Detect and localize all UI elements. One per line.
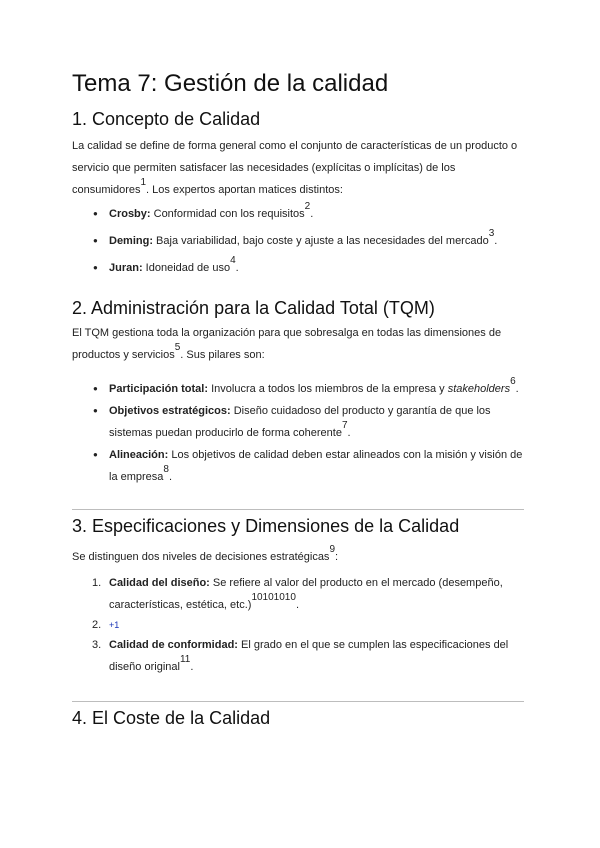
section-1-paragraph [72, 135, 524, 201]
footnote-ref[interactable]: 8 [163, 464, 169, 475]
list-item-term: Juran: [109, 262, 143, 274]
section-2-list [72, 378, 524, 488]
paragraph-text: El TQM gestiona toda la organización para que sobresalga en todas las dimensiones de productos y servicios [72, 327, 502, 361]
footnote-ref[interactable]: 4 [230, 255, 236, 266]
page-title: Tema 7: Gestión de la calidad [72, 70, 389, 97]
list-item-term: Participación total: [109, 383, 209, 395]
paragraph-tail: : [335, 551, 339, 563]
footnote-ref[interactable]: 6 [510, 376, 516, 387]
list-item [72, 572, 524, 616]
footnote-ref[interactable]: 1 [140, 177, 147, 188]
paragraph-tail: . Los expertos aportan matices distintos: [146, 184, 343, 196]
list-item-term: Objetivos estratégicos: [109, 405, 231, 417]
list-item-number: 3. [92, 639, 102, 651]
list-item-number: 2. [92, 619, 102, 631]
footnote-link[interactable]: +1 [109, 620, 120, 630]
list-item-tail: . [295, 599, 299, 611]
list-item-text: Involucra a todos los miembros de la empresa y [208, 383, 448, 395]
list-item-tail: . [515, 383, 519, 395]
list-item-tail: . [168, 471, 173, 483]
list-item-term: Calidad del diseño: [109, 577, 210, 589]
section-divider [72, 701, 524, 702]
section-1-list [72, 203, 524, 279]
list-item-emphasis: stakeholders [447, 383, 511, 395]
list-item-text: Baja variabilidad, bajo coste y ajuste a las necesidades del mercado [153, 235, 489, 247]
paragraph-text: La calidad se define de forma general como el conjunto de características de un producto o servicio que permiten satisfacer las necesidades (explícitas o implícitas) de los consumidores [72, 140, 518, 196]
list-item-text: El grado en el que se cumplen las especificaciones del diseño original [109, 639, 509, 673]
footnote-ref[interactable]: 7 [341, 420, 348, 431]
list-item-tail: . [235, 262, 239, 274]
list-item [72, 616, 524, 634]
list-item-tail: . [310, 208, 314, 220]
list-item-term: Alineación: [109, 449, 169, 461]
list-item-tail: . [190, 661, 194, 673]
list-item-text: Conformidad con los requisitos [150, 208, 305, 220]
footnote-ref[interactable]: 5 [174, 342, 181, 353]
section-3-list [72, 572, 524, 678]
list-item-text: Idoneidad de uso [142, 262, 231, 274]
list-item [72, 257, 524, 279]
section-2-paragraph [72, 322, 524, 366]
section-heading-2: 2. Administración para la Calidad Total (TQM) [72, 298, 435, 318]
list-item [72, 400, 524, 444]
list-item [72, 444, 524, 488]
paragraph-tail: . Sus pilares son: [180, 349, 265, 361]
footnote-ref[interactable]: 2 [304, 201, 311, 212]
list-item-number: 1. [92, 577, 102, 589]
section-3-paragraph [72, 546, 524, 568]
footnote-ref[interactable]: 9 [329, 544, 335, 555]
list-item-term: Deming: [109, 235, 153, 247]
list-item-text: Diseño cuidadoso del producto y garantía de que los sistemas puedan producirlo de forma coherente [109, 405, 491, 439]
list-item [72, 230, 524, 252]
list-item [72, 634, 524, 678]
list-item-tail: . [347, 427, 351, 439]
section-heading-3: 3. Especificaciones y Dimensiones de la Calidad [72, 516, 460, 536]
list-item [72, 378, 524, 400]
list-item-tail: . [494, 235, 498, 247]
list-item-text: Los objetivos de calidad deben estar alineados con la misión y visión de la empresa [109, 449, 523, 483]
list-item [72, 203, 524, 225]
list-item-term: Crosby: [109, 208, 151, 220]
list-item-term: Calidad de conformidad: [109, 639, 238, 651]
section-divider [72, 509, 524, 510]
footnote-ref[interactable]: 3 [488, 228, 495, 239]
paragraph-text: Se distinguen dos niveles de decisiones estratégicas [72, 551, 330, 563]
footnote-ref[interactable]: 11 [179, 654, 191, 665]
section-heading-1: 1. Concepto de Calidad [72, 109, 261, 129]
list-item-text: Se refiere al valor del producto en el mercado (desempeño, características, estética, etc.) [109, 577, 503, 611]
footnote-ref[interactable]: 10101010 [251, 592, 296, 603]
section-heading-4: 4. El Coste de la Calidad [72, 708, 271, 728]
